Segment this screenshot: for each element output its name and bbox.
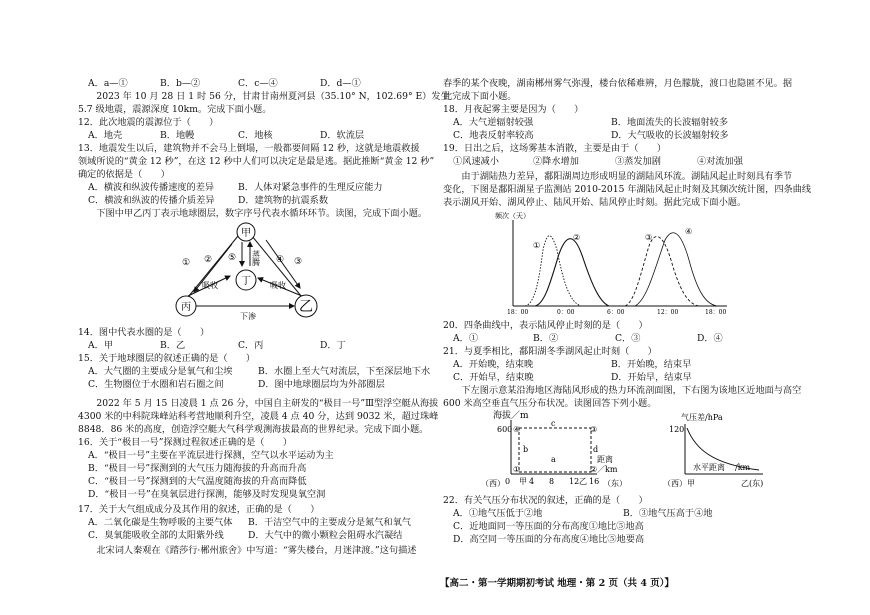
label-2: ② — [204, 255, 213, 265]
lake-intro-line3: 表示湖风开始、湖风停止、陆风开始、陆风停止时刻。据此完成下面小题。 — [443, 197, 747, 208]
circ-east: （东） — [603, 479, 627, 488]
q20-option-a: A．① — [453, 333, 479, 344]
circ-label-d: d — [593, 445, 599, 454]
q22-option-b: B．③地气压高于④地 — [623, 508, 713, 519]
q13-option-d: D．建筑物的抗震系数 — [238, 195, 329, 206]
q12-stem: 12．此次地震的震源位于（ ） — [78, 117, 219, 128]
q21-option-c: C．开始早，结束晚 — [453, 372, 534, 383]
circ-jia: 甲 — [519, 477, 527, 486]
graph-ylabel: 频次（天） — [495, 212, 530, 220]
q20-option-c: C．③ — [615, 333, 641, 344]
q13-option-a: A．横波和纵波传播速度的差异 — [88, 182, 215, 193]
q19-option-2: ②降水增加 — [533, 156, 579, 167]
balloon-intro-line1: 2022 年 5 月 15 日凌晨 1 点 26 分，中国自主研发的“极目一号”Ⅲ型浮空艇从海拔 — [78, 398, 439, 409]
q19-stem: 19．日出之后，这场雾基本消散，主要是由于（ ） — [443, 143, 667, 154]
page-footer: 【高二・第一学期期初考试 地理・第 2 页（共 4 页）】 — [440, 578, 675, 589]
circ-yi: 乙 — [579, 477, 587, 486]
q11-option-b: B．b—② — [160, 78, 201, 89]
circ-ylabel: 海拔／m — [493, 411, 529, 421]
q13-stem-line3: 确定的依据是（ ） — [78, 169, 170, 180]
q16-option-c: C．“极目一号”探测到的大气温度随海拔的升高而降低 — [88, 476, 307, 487]
xtick-2: 0：00 — [557, 309, 575, 316]
q16-stem: 16．关于“极目一号”探测过程叙述正确的是（ ） — [78, 437, 293, 448]
circ-point-2: ② — [590, 465, 598, 474]
press-east: 乙(东) — [741, 479, 764, 488]
q19-option-3: ③蒸发加剧 — [615, 156, 661, 167]
xtick-4: 12：00 — [657, 309, 679, 316]
q18-option-d: D．大气吸收的长波辐射较多 — [611, 130, 729, 141]
diagram-intro: 下图中甲乙丙丁表示地球圈层，数字序号代表水循环环节。读图，完成下面小题。 — [78, 208, 428, 219]
q14-option-b: B．乙 — [160, 340, 186, 351]
circ-label-b: b — [523, 445, 529, 454]
q19-option-1: ①风速减小 — [453, 156, 499, 167]
press-xlabel: 水平距离 — [693, 463, 725, 472]
circ-point-3: ③ — [590, 425, 598, 434]
q22-option-a: A．①地气压低于②地 — [453, 508, 543, 519]
label-5: ⑤ — [228, 253, 237, 263]
label-xiashen: 下渗 — [240, 312, 256, 321]
press-ylabel: 气压差/hPa — [681, 413, 723, 422]
q14-stem: 14．图中代表水圈的是（ ） — [78, 327, 210, 338]
q18-option-b: B．地面流失的长波辐射较多 — [611, 117, 729, 128]
curve-label-1: ① — [533, 241, 541, 250]
q12-option-a: A．地壳 — [88, 130, 123, 141]
circ-x16: 16 — [589, 477, 600, 486]
q15-option-b: B．水圈上至大气对流层，下至深层地下水 — [258, 366, 431, 377]
q18-option-c: C．地表反射率较高 — [453, 130, 534, 141]
xtick-3: 6：00 — [607, 309, 625, 316]
poem-intro: 北宋词人秦观在《踏莎行·郴州旅舍》中写道：“雾失楼台，月迷津渡。”这句描述 — [78, 545, 417, 556]
label-xishou-left: 吸收 — [202, 281, 218, 290]
q21-option-b: B．开始晚，结束早 — [611, 359, 692, 370]
q21-stem: 21．与夏季相比，鄱阳湖冬季湖风起止时刻（ ） — [443, 346, 657, 357]
q11-option-d: D．d—① — [320, 78, 361, 89]
curve-label-3: ③ — [645, 233, 653, 242]
node-ding: 丁 — [241, 276, 251, 287]
circ-label-a: a — [551, 455, 556, 464]
press-west: （西）甲 — [663, 479, 695, 488]
q20-stem: 20．四条曲线中，表示陆风停止时刻的是（ ） — [443, 320, 648, 331]
q15-option-a: A．大气圈的主要成分是氧气和尘埃 — [88, 366, 233, 377]
thermal-circulation-diagram — [447, 410, 647, 492]
label-zhengteng: 蒸腾 — [251, 250, 261, 266]
node-yi: 乙 — [299, 299, 313, 315]
circ-x12: 12 — [569, 477, 580, 486]
q17-option-d: D．大气中的微小颗粒会阻碍水汽凝结 — [248, 530, 403, 541]
circ-point-4: ④ — [513, 425, 521, 434]
q22-option-c: C．近地面同一等压面的分布高度①地比⑤地高 — [453, 521, 644, 532]
q20-option-b: B．② — [533, 333, 559, 344]
xtick-5: 18：00 — [705, 309, 727, 316]
label-4: ④ — [276, 255, 285, 265]
label-1: ① — [182, 258, 191, 268]
curve-label-4: ④ — [685, 227, 693, 236]
pressure-difference-graph — [655, 410, 775, 492]
q13-option-b: B．人体对紧急事件的生理反应能力 — [238, 182, 383, 193]
q20-option-d: D．④ — [697, 333, 723, 344]
q11-option-c: C．c—④ — [238, 78, 278, 89]
q17-option-a: A．二氧化碳是生物呼吸的主要气体 — [88, 517, 233, 528]
lake-breeze-frequency-graph — [495, 210, 735, 316]
q12-option-d: D．软流层 — [320, 130, 365, 141]
q16-option-b: B．“极目一号”探测到的大气压力随海拔的升高而升高 — [88, 463, 307, 474]
q18-stem: 18．月夜起雾主要是因为（ ） — [443, 104, 584, 115]
q15-option-c: C．生物圈位于水圈和岩石圈之间 — [88, 379, 224, 390]
q17-option-b: B．干洁空气中的主要成分是氮气和氧气 — [248, 517, 411, 528]
lake-intro-line2: 变化，下图是鄱阳湖星子监测站 2010-2015 年湖陆风起止时刻及其频次统计图，四条曲线 — [443, 184, 812, 195]
circ-xlabel: 距离 — [597, 455, 613, 464]
q13-option-c: C．横波和纵波的传播介质差异 — [88, 195, 215, 206]
q16-option-a: A．“极目一号”主要在平流层进行探测，空气以水平运动为主 — [88, 450, 334, 461]
q12-option-b: B．地幔 — [160, 130, 195, 141]
circ-y600: 600 — [497, 425, 513, 434]
q13-stem-line2: 领域所说的“黄金 12 秒”，在这 12 秒中人们可以决定是最是逃。据此推断“黄金 12 秒” — [78, 156, 435, 167]
curve-label-2: ② — [573, 233, 581, 242]
xtick-1: 18：00 — [507, 309, 529, 316]
q17-stem: 17．关于大气组成成分及其作用的叙述，正确的是（ ） — [78, 504, 320, 515]
balloon-intro-line3: 8848．86 米的高度，创造浮空艇大气科学观测海拔最高的世界纪录。完成下面小题。 — [78, 424, 429, 435]
q15-option-d: D．图中地球圈层均为外部圈层 — [258, 379, 385, 390]
circulation-intro-line1: 下左图示意某沿海地区海陆风形成的热力环流剖面图，下右图为该地区近地面与高空 — [443, 385, 802, 396]
circ-y0: 0 — [505, 477, 511, 486]
poem-intro-cont-line2: 此完成下面小题。 — [443, 91, 517, 102]
press-y120: 120 — [669, 425, 685, 434]
label-xishou-right: 吸收 — [270, 281, 286, 290]
circ-xunit: ／km — [597, 465, 618, 474]
balloon-intro-line2: 4300 米的中科院珠峰站科考营地顺利升空，凌晨 4 点 40 分，达到 9032 米，超过珠峰 — [78, 411, 439, 422]
lake-intro-line1: 由于湖陆热力差异，鄱阳湖周边形成明显的湖陆风环流。湖陆风起止时刻具有季节 — [443, 171, 793, 182]
node-jia: 甲 — [241, 228, 251, 239]
press-xunit: /km — [735, 463, 751, 472]
q11-option-a: A．a—① — [88, 78, 128, 89]
circ-label-c: c — [551, 419, 556, 428]
q14-option-a: A．甲 — [88, 340, 114, 351]
q14-option-d: D．丁 — [320, 340, 346, 351]
q22-option-d: D．高空同一等压面的分布高度④地比⑤地要高 — [453, 534, 645, 545]
q22-stem: 22．有关气压分布状况的叙述，正确的是（ ） — [443, 495, 648, 506]
q14-option-c: C．丙 — [238, 340, 264, 351]
circ-point-1: ① — [513, 465, 521, 474]
q19-option-4: ④对流加强 — [697, 156, 743, 167]
q12-option-c: C．地核 — [238, 130, 273, 141]
q16-option-d: D．“极目一号”在臭氧层进行探测，能够及时发现臭氧空洞 — [88, 489, 326, 500]
q17-option-c: C．臭氧能吸收全部的太阳紫外线 — [88, 530, 224, 541]
q18-option-a: A．大气逆辐射较强 — [453, 117, 534, 128]
circ-west: （西） — [481, 479, 505, 488]
poem-intro-cont-line1: 春季的某个夜晚，湖南郴州雾气弥漫，楼台依稀难辨，月色朦胧，渡口也隐匿不见。据 — [443, 78, 793, 89]
circulation-intro-line2: 600 米高空垂直气压分布状况。读图回答下列小题。 — [443, 398, 657, 409]
water-cycle-diagram — [170, 222, 330, 324]
earthquake-intro-line2: 5.7 级地震，震源深度 10km。完成下面小题。 — [78, 104, 272, 115]
node-bing: 丙 — [181, 302, 191, 313]
label-3: ③ — [294, 257, 303, 267]
q13-stem-line1: 13．地震发生以后，建筑物并不会马上倒塌，一般都要间隔 12 秒，这就是地震救援 — [78, 143, 420, 154]
circ-x8: 8 — [549, 477, 555, 486]
circ-x4: 4 — [529, 477, 535, 486]
earthquake-intro-line1: 2023 年 10 月 28 日 1 时 56 分，甘肃甘南州夏河县（35.10° N，102.69° E）发生 — [78, 91, 450, 102]
q15-stem: 15．关于地球圈层的叙述正确的是（ ） — [78, 353, 256, 364]
q21-option-d: D．开始早，结束早 — [611, 372, 692, 383]
q21-option-a: A．开始晚，结束晚 — [453, 359, 534, 370]
